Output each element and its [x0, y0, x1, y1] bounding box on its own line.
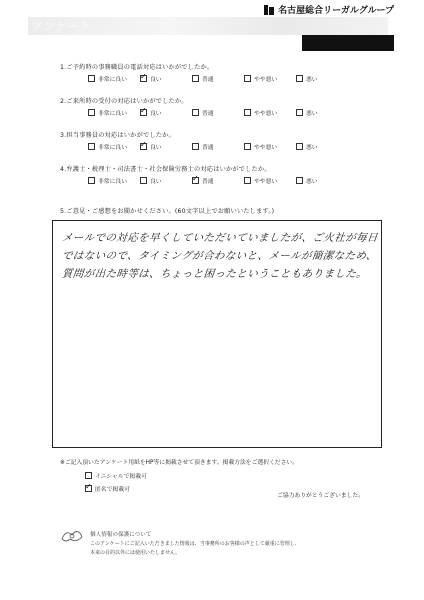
question-2-option-2[interactable]	[140, 108, 192, 117]
handwritten-line-1: メールでの対応を早くしていただいていましたが、ご火社が毎日	[61, 232, 379, 244]
rating-label: やや悪い	[254, 145, 278, 151]
rating-label: 良い	[150, 111, 162, 117]
consent-option-initial[interactable]	[85, 471, 147, 480]
rating-label: やや悪い	[254, 111, 278, 117]
question-4-option-2[interactable]	[140, 176, 192, 185]
rating-checkbox[interactable]	[296, 177, 303, 184]
consent-option-anonymous[interactable]	[85, 484, 130, 493]
rating-label: 非常に良い	[98, 111, 127, 117]
question-3-text: 3.担当事務員の対応はいかがでしたか。	[60, 132, 175, 139]
question-3-option-1[interactable]	[88, 142, 140, 151]
rating-label: 悪い	[306, 111, 318, 117]
brand-name: 名古屋総合リーガルグループ	[278, 6, 394, 16]
question-2-text: 2.ご来所時の受付の対応はいかがでしたか。	[60, 98, 188, 105]
rating-checkbox[interactable]	[192, 177, 199, 184]
question-4-option-4[interactable]	[244, 176, 296, 185]
question-1-option-4[interactable]	[244, 74, 296, 83]
rating-checkbox[interactable]	[140, 177, 147, 184]
consent-checkbox-anonymous[interactable]	[85, 485, 92, 492]
rating-label: 非常に良い	[98, 77, 127, 83]
rating-label: やや悪い	[254, 179, 278, 185]
question-4-option-5[interactable]	[296, 176, 348, 185]
rating-label: 普通	[202, 77, 214, 83]
rating-checkbox[interactable]	[296, 75, 303, 82]
rating-label: 非常に良い	[98, 145, 127, 151]
question-1-text: 1.ご予約時の事務職員の電話対応はいかがでしたか。	[60, 64, 214, 71]
rating-label: 非常に良い	[98, 179, 127, 185]
question-4-options	[88, 176, 348, 185]
rating-checkbox[interactable]	[296, 109, 303, 116]
privacy-line-2: 本来の目的以外には使用いたしません。	[90, 550, 181, 556]
consent-label-anonymous: 匿名で掲載可	[95, 487, 130, 493]
rating-checkbox[interactable]	[192, 143, 199, 150]
rating-label: 良い	[150, 77, 162, 83]
question-3-option-3[interactable]	[192, 142, 244, 151]
rating-label: 良い	[150, 179, 162, 185]
handwritten-line-2: ではないので、タイミングが合わないと、メールが簡潔なため、	[61, 250, 378, 262]
consent-checkbox-initial[interactable]	[85, 472, 92, 479]
rating-label: 悪い	[306, 145, 318, 151]
rating-checkbox[interactable]	[88, 143, 95, 150]
rating-checkbox[interactable]	[244, 75, 251, 82]
rating-label: やや悪い	[254, 77, 278, 83]
question-4-option-1[interactable]	[88, 176, 140, 185]
question-2-options	[88, 108, 348, 117]
rating-label: 普通	[202, 111, 214, 117]
question-1-option-1[interactable]	[88, 74, 140, 83]
question-2-option-5[interactable]	[296, 108, 348, 117]
rating-label: 普通	[202, 179, 214, 185]
question-3-option-4[interactable]	[244, 142, 296, 151]
rating-checkbox[interactable]	[192, 75, 199, 82]
rating-checkbox[interactable]	[88, 75, 95, 82]
flower-doodle-icon	[58, 525, 86, 545]
rating-checkbox[interactable]	[244, 109, 251, 116]
brand-mark-icon	[264, 5, 274, 15]
question-1-option-3[interactable]	[192, 74, 244, 83]
comment-prompt: 5.ご意見・ご感想をお聞かせください。(60文字以上でお願いいたします。)	[60, 208, 275, 215]
page-title: アンケート	[32, 20, 92, 33]
rating-label: 悪い	[306, 77, 318, 83]
question-1-option-5[interactable]	[296, 74, 348, 83]
rating-checkbox[interactable]	[140, 109, 147, 116]
rating-checkbox[interactable]	[244, 177, 251, 184]
consent-label-initial: イニシャルで掲載可	[95, 474, 147, 480]
question-4-text: 4.弁護士・税理士・司法書士・社会保険労務士の対応はいかがでしたか。	[60, 166, 271, 173]
brand-logo	[264, 3, 394, 16]
question-1-option-2[interactable]	[140, 74, 192, 83]
rating-label: 悪い	[306, 179, 318, 185]
question-1-options	[88, 74, 348, 83]
question-2-option-1[interactable]	[88, 108, 140, 117]
rating-label: 良い	[150, 145, 162, 151]
rating-checkbox[interactable]	[244, 143, 251, 150]
question-2-option-3[interactable]	[192, 108, 244, 117]
redaction-bar	[302, 35, 394, 51]
question-2-option-4[interactable]	[244, 108, 296, 117]
thanks-text: ご協力ありがとうございました。	[277, 493, 364, 499]
rating-checkbox[interactable]	[296, 143, 303, 150]
rating-checkbox[interactable]	[192, 109, 199, 116]
question-4-option-3[interactable]	[192, 176, 244, 185]
rating-checkbox[interactable]	[88, 177, 95, 184]
privacy-title: 個人情報の保護について	[90, 532, 152, 538]
rating-label: 普通	[202, 145, 214, 151]
rating-checkbox[interactable]	[88, 109, 95, 116]
consent-prompt: ※ご記入頂いたアンケート用紙をHP等に掲載させて頂きます。掲載方法をご選択ください。	[60, 460, 298, 466]
handwritten-line-3: 質問が出た時等は、ちょっと困ったということもありました。	[61, 268, 368, 280]
rating-checkbox[interactable]	[140, 75, 147, 82]
rating-checkbox[interactable]	[140, 143, 147, 150]
question-3-options	[88, 142, 348, 151]
question-3-option-2[interactable]	[140, 142, 192, 151]
privacy-line-1: このアンケートにご記入いただきました情報は、当事務所のお客様の声として厳重に管理し、	[90, 541, 300, 547]
question-3-option-5[interactable]	[296, 142, 348, 151]
